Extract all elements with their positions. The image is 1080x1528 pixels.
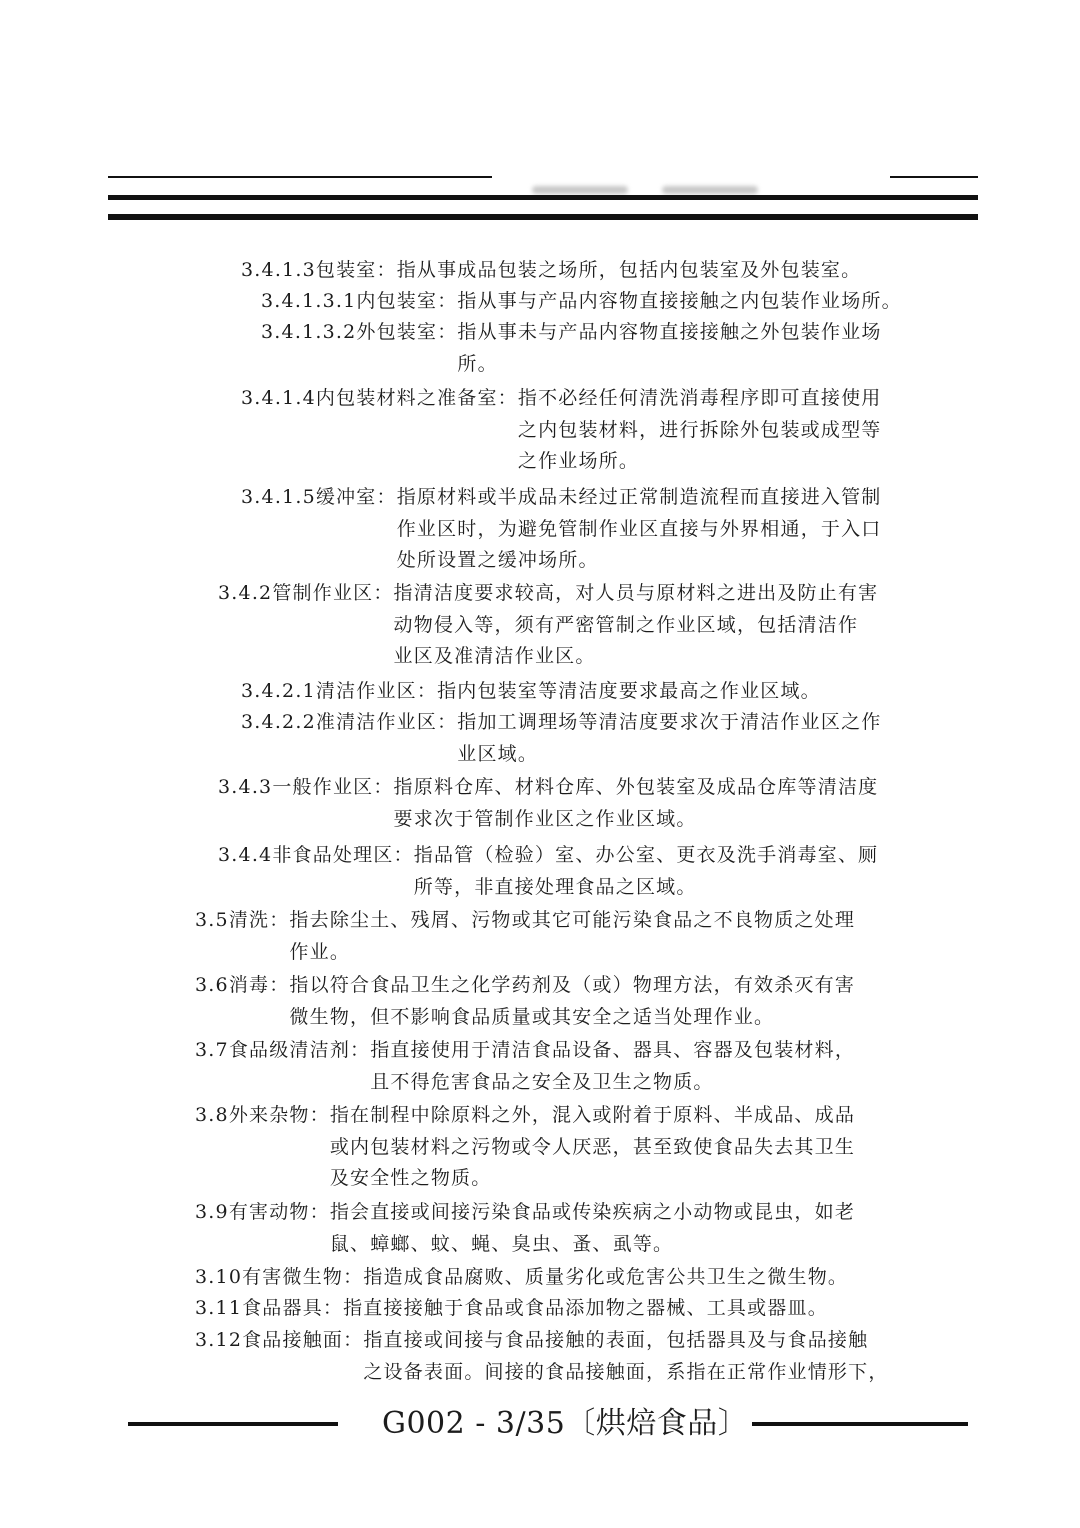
header-rule-top-left (108, 176, 492, 178)
definition-term: 3.4.1.3.2外包装室： (261, 321, 458, 343)
definition-text (363, 1325, 888, 1388)
definition-entry (261, 286, 902, 318)
definition-entry (218, 840, 878, 903)
definition-line: 指原材料或半成品未经过正常制造流程而直接进入管制 (396, 486, 882, 508)
definition-text (394, 772, 879, 835)
definition-line: 及安全性之物质。 (329, 1167, 492, 1189)
definition-term: 3.4.2.2准清洁作业区： (241, 711, 458, 733)
footer-rule-right (752, 1422, 968, 1426)
definition-term: 3.8外来杂物： (195, 1104, 330, 1126)
definition-text (343, 1293, 828, 1325)
definition-line: 指直接或间接与食品接触的表面，包括器具及与食品接触 (363, 1329, 869, 1351)
definition-line: 指从事未与产品内容物直接接触之外包装作业场 (457, 321, 882, 343)
definition-line: 要求次于管制作业区之作业区域。 (393, 807, 697, 830)
header-rule-bottom (108, 214, 978, 220)
definition-line: 之设备表面。间接的食品接触面，系指在正常作业情形下， (363, 1360, 889, 1383)
definition-text (457, 286, 901, 318)
definition-line: 业区及准清洁作业区。 (393, 645, 596, 667)
definition-term: 3.10有害微生物： (195, 1266, 364, 1288)
definition-term: 3.4.3一般作业区： (218, 776, 394, 798)
definition-text (394, 578, 879, 673)
definition-line: 或内包装材料之污物或令人厌恶，甚至致使食品失去其卫生 (329, 1135, 856, 1158)
definition-line: 指直接接触于食品或食品添加物之器械、工具或器皿。 (343, 1297, 828, 1319)
definition-entry (195, 1035, 855, 1098)
definition-line: 指会直接或间接污染食品或传染疾病之小动物或昆虫，如老 (329, 1201, 856, 1223)
definition-text (437, 676, 821, 708)
definition-text (289, 970, 855, 1033)
definition-entry (241, 707, 881, 770)
definition-line: 之作业场所。 (517, 450, 640, 472)
definition-text (457, 707, 881, 770)
definition-term: 3.7食品级清洁剂： (195, 1039, 371, 1061)
definition-line: 指在制程中除原料之外，混入或附着于原料、半成品、成品 (329, 1104, 856, 1126)
definition-term: 3.4.2管制作业区： (218, 582, 394, 604)
definition-line: 指去除尘土、残屑、污物或其它可能污染食品之不良物质之处理 (289, 909, 856, 931)
definition-entry (195, 1293, 828, 1325)
definition-term: 3.4.2.1清洁作业区： (241, 680, 438, 702)
definition-line: 作业区时，为避免管制作业区直接与外界相通，于入口 (396, 517, 882, 540)
definition-line: 指从事与产品内容物直接接触之内包装作业场所。 (457, 290, 902, 312)
definition-line: 处所设置之缓冲场所。 (396, 549, 599, 571)
definition-line: 指内包装室等清洁度要求最高之作业区域。 (437, 680, 821, 702)
definition-line: 指从事成品包装之场所，包括内包装室及外包装室。 (396, 259, 862, 281)
definition-line: 所等，非直接处理食品之区域。 (413, 875, 697, 898)
definition-entry (195, 1197, 855, 1260)
definition-line: 指品管（检验）室、办公室、更衣及洗手消毒室、厕 (413, 844, 879, 866)
definition-term: 3.4.4非食品处理区： (218, 844, 414, 866)
definition-term: 3.4.1.3.1内包装室： (261, 290, 458, 312)
definition-line: 所。 (457, 352, 498, 375)
definition-line: 业区域。 (457, 742, 539, 765)
definition-line: 且不得危害食品之安全及卫生之物质。 (370, 1070, 714, 1093)
header-smudge-left (532, 186, 628, 194)
definition-line: 指加工调理场等清洁度要求次于清洁作业区之作 (457, 711, 882, 733)
definition-text (518, 383, 882, 478)
definition-line: 指清洁度要求较高，对人员与原材料之进出及防止有害 (393, 582, 879, 604)
definition-term: 3.4.1.3包装室： (241, 259, 397, 281)
definition-line: 指以符合食品卫生之化学药剂及（或）物理方法，有效杀灭有害 (289, 974, 856, 996)
definition-term: 3.12食品接触面： (195, 1329, 364, 1351)
definition-line: 指直接使用于清洁食品设备、器具、容器及包装材料， (370, 1039, 856, 1061)
definition-line: 指原料仓库、材料仓库、外包装室及成品仓库等清洁度 (393, 776, 879, 798)
definition-entry (195, 905, 855, 968)
footer-rule-left (128, 1422, 338, 1426)
definition-text (289, 905, 855, 968)
definition-entry (218, 772, 878, 835)
definition-text (330, 1197, 855, 1260)
page-footer: G002 - 3/35〔烘焙食品〕 (382, 1406, 749, 1441)
definition-text (363, 1262, 848, 1294)
definition-entry (241, 383, 881, 478)
definition-line: 之内包装材料，进行拆除外包装或成型等 (517, 418, 882, 441)
definition-entry (195, 1262, 848, 1294)
definition-line: 指造成食品腐败、质量劣化或危害公共卫生之微生物。 (363, 1266, 849, 1288)
definition-term: 3.5清洗： (195, 909, 290, 931)
definition-text (397, 482, 882, 577)
definition-term: 3.4.1.4内包装材料之准备室： (241, 387, 518, 409)
definition-line: 动物侵入等，须有严密管制之作业区域，包括清洁作 (393, 613, 859, 636)
definition-line: 鼠、蟑螂、蚊、蝇、臭虫、蚤、虱等。 (329, 1232, 674, 1255)
header-rule-top-right (890, 176, 978, 178)
definition-term: 3.11食品器具： (195, 1297, 344, 1319)
header-smudge-right (662, 186, 758, 194)
definition-text (370, 1035, 855, 1098)
definition-entry (241, 482, 882, 577)
definition-entry (195, 1325, 889, 1388)
definition-entry (261, 317, 882, 380)
definition-text (414, 840, 879, 903)
definition-text (457, 317, 881, 380)
definition-line: 微生物，但不影响食品质量或其安全之适当处理作业。 (289, 1005, 775, 1028)
definition-line: 指不必经任何清洗消毒程序即可直接使用 (517, 387, 882, 409)
definition-line: 作业。 (289, 940, 351, 963)
header-rule-thick (108, 195, 978, 200)
definition-entry (195, 970, 855, 1033)
definition-entry (241, 676, 821, 708)
definition-term: 3.6消毒： (195, 974, 290, 996)
definition-text (330, 1100, 855, 1195)
definition-term: 3.4.1.5缓冲室： (241, 486, 397, 508)
definition-entry (195, 1100, 855, 1195)
definition-term: 3.9有害动物： (195, 1201, 330, 1223)
definition-text (397, 255, 862, 287)
definition-entry (218, 578, 878, 673)
definition-entry (241, 255, 861, 287)
